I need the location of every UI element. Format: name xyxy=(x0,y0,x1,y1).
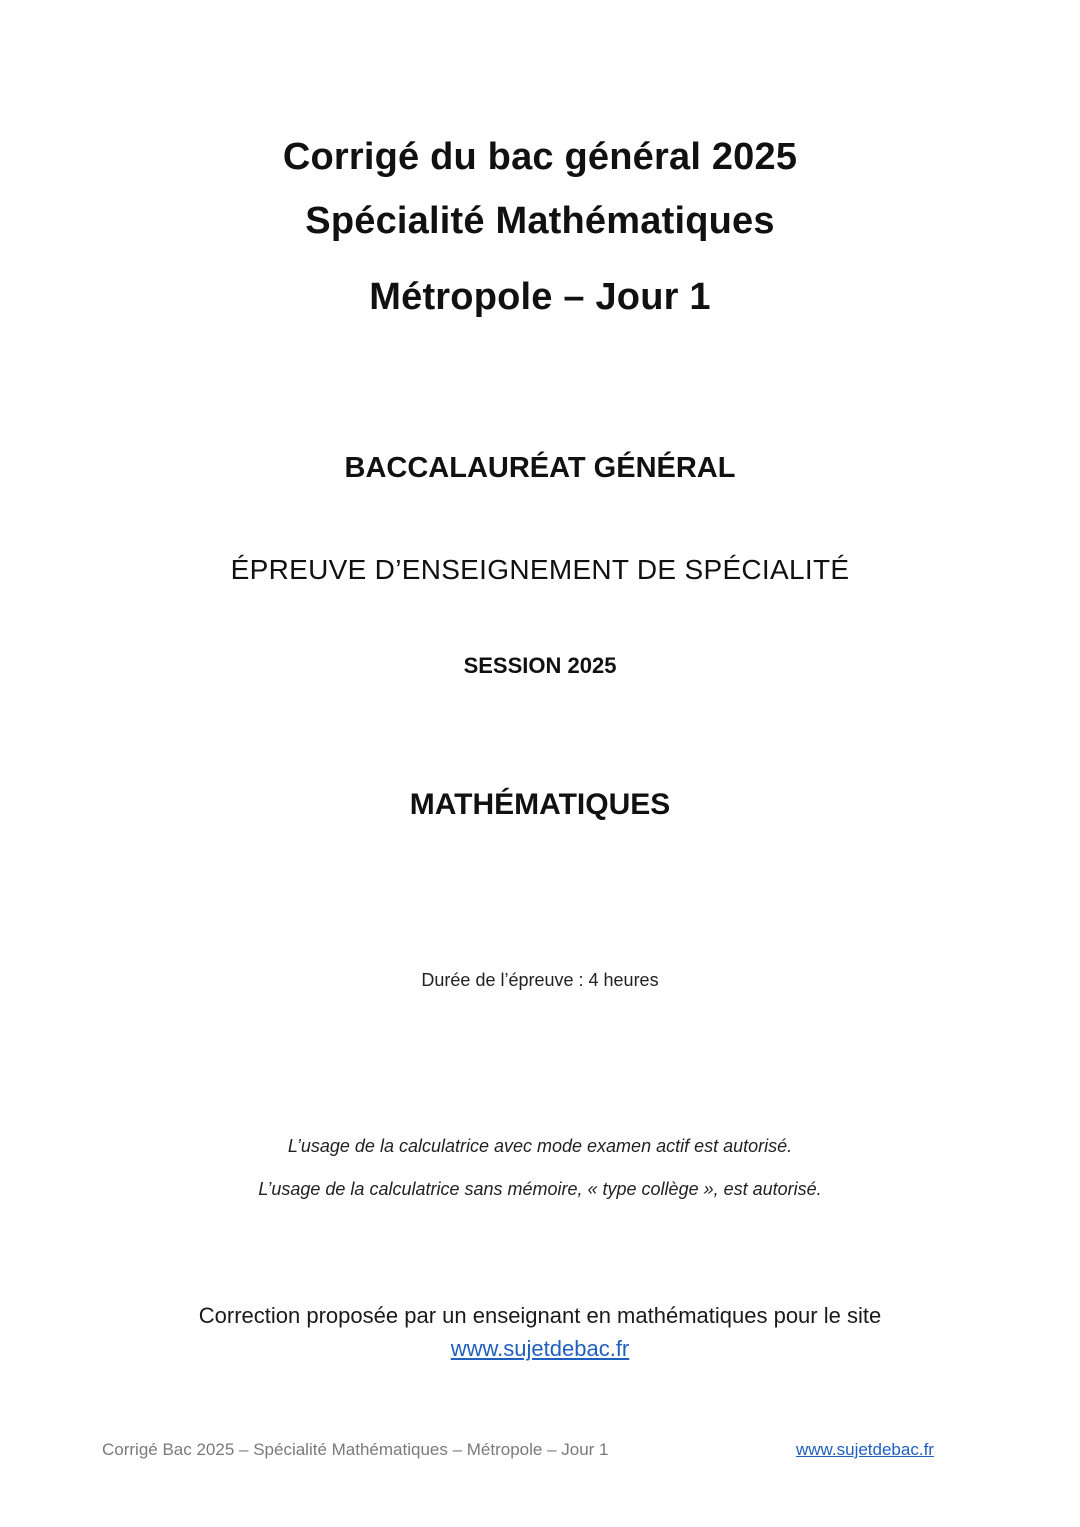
footer-link-container xyxy=(796,1440,934,1460)
document-title-line-1: Corrigé du bac général 2025 xyxy=(282,136,798,178)
correction-credit: Correction proposée par un enseignant en mathématiques pour le site xyxy=(198,1303,882,1328)
footer-text: Corrigé Bac 2025 – Spécialité Mathématiques – Métropole – Jour 1 xyxy=(102,1440,609,1459)
site-link[interactable]: www.sujetdebac.fr xyxy=(450,1336,630,1361)
subject-heading: MATHÉMATIQUES xyxy=(409,788,671,821)
exam-heading: BACCALAURÉAT GÉNÉRAL xyxy=(344,452,736,484)
calculator-note-1: L’usage de la calculatrice avec mode examen actif est autorisé. xyxy=(287,1136,793,1156)
footer-site-link[interactable]: www.sujetdebac.fr xyxy=(796,1440,934,1459)
site-link-container xyxy=(0,1336,1080,1362)
document-title-line-3: Métropole – Jour 1 xyxy=(369,276,711,318)
calculator-note-2: L’usage de la calculatrice sans mémoire, « type collège », est autorisé. xyxy=(258,1179,822,1199)
exam-duration: Durée de l’épreuve : 4 heures xyxy=(421,970,659,990)
session-heading: SESSION 2025 xyxy=(463,653,617,678)
document-title-line-2: Spécialité Mathématiques xyxy=(305,200,775,242)
epreuve-heading: ÉPREUVE D’ENSEIGNEMENT DE SPÉCIALITÉ xyxy=(230,554,850,585)
